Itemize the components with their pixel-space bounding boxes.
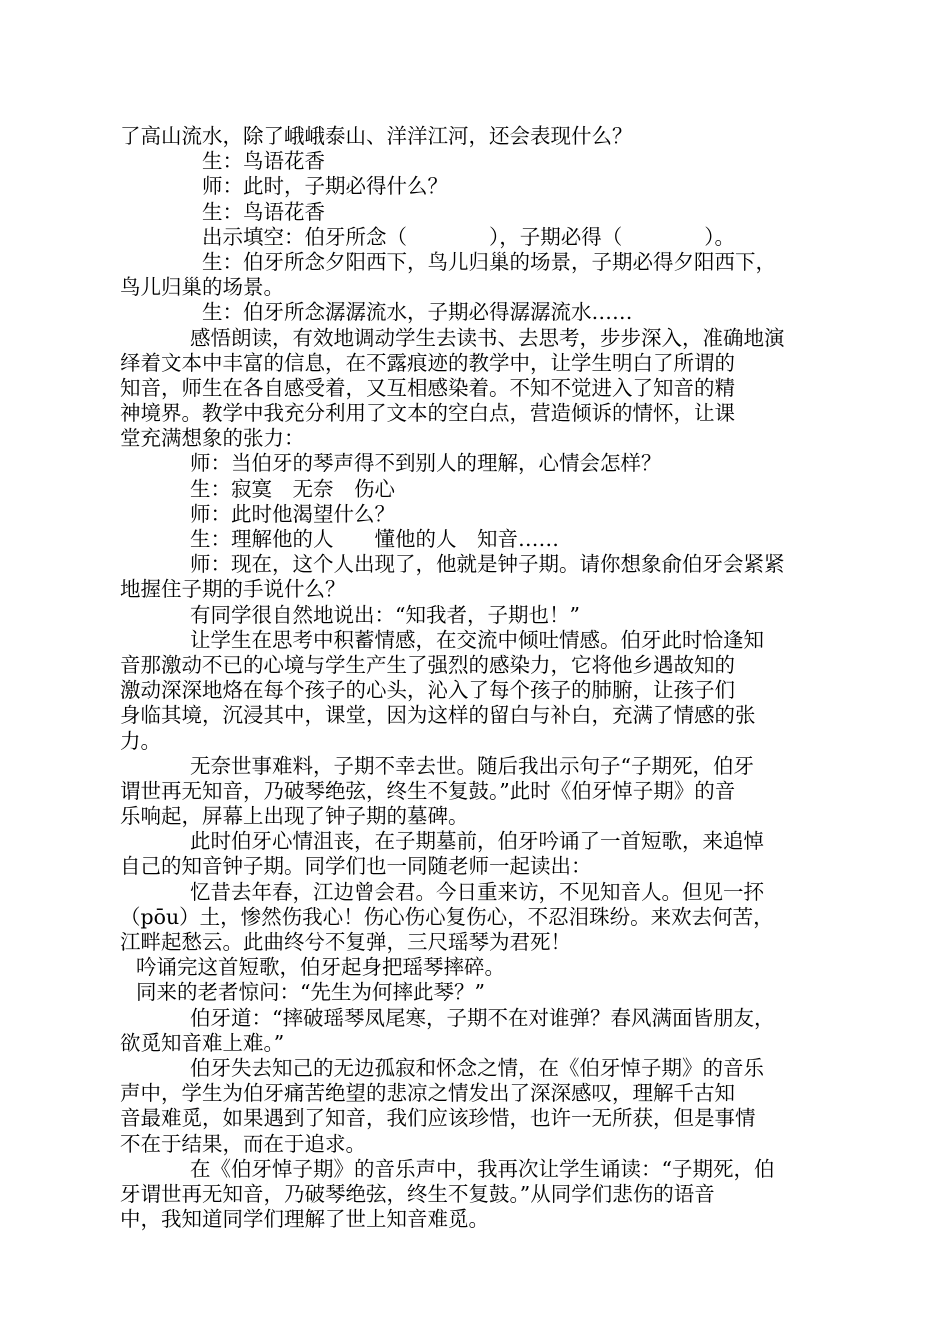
text-line: 同来的老者惊问：“先生为何摔此琴？” bbox=[136, 980, 485, 1005]
text-line: 中，我知道同学们理解了世上知音难觅。 bbox=[120, 1207, 489, 1232]
text-line: 音那激动不已的心境与学生产生了强烈的感染力，它将他乡遇故知的 bbox=[120, 652, 735, 677]
text-line: 音最难觅，如果遇到了知音，我们应该珍惜，也许一无所获，但是事情 bbox=[120, 1106, 756, 1131]
text-line: 自己的知音钟子期。同学们也一同随老师一起读出： bbox=[120, 854, 592, 879]
text-line: 绎着文本中丰富的信息，在不露痕迹的教学中，让学生明白了所谓的 bbox=[120, 350, 735, 375]
text-line: 身临其境，沉浸其中，课堂，因为这样的留白与补白，充满了情感的张 bbox=[120, 703, 756, 728]
text-line: 牙谓世再无知音，乃破琴绝弦，终生不复鼓。”从同学们悲伤的语音 bbox=[120, 1181, 715, 1206]
text-line: 欲觅知音难上难。” bbox=[120, 1030, 285, 1055]
text-line: 生：伯牙所念夕阳西下，鸟儿归巢的场景，子期必得夕阳西下， bbox=[202, 249, 776, 274]
text-line: 不在于结果，而在于追求。 bbox=[120, 1131, 366, 1156]
text-line: 让学生在思考中积蓄情感，在交流中倾吐情感。伯牙此时恰逢知 bbox=[190, 627, 764, 652]
text-line: 谓世再无知音，乃破琴绝弦，终生不复鼓。”此时《伯牙悼子期》的音 bbox=[120, 778, 736, 803]
text-line: 乐响起，屏幕上出现了钟子期的墓碑。 bbox=[120, 804, 469, 829]
text-line: 在《伯牙悼子期》的音乐声中，我再次让学生诵读：“子期死，伯 bbox=[190, 1156, 775, 1181]
text-line: 声中，学生为伯牙痛苦绝望的悲凉之情发出了深深感叹，理解千古知 bbox=[120, 1081, 735, 1106]
text-line: 师：此时他渴望什么？ bbox=[190, 501, 395, 526]
text-line: 伯牙道：“摔破瑶琴凤尾寒，子期不在对谁弹？春风满面皆朋友， bbox=[190, 1005, 775, 1030]
text-line: 生：寂寞 无奈 伤心 bbox=[190, 476, 395, 501]
document-body bbox=[120, 124, 814, 1232]
text-line: 师：此时，子期必得什么？ bbox=[202, 174, 448, 199]
text-line: 生：理解他的人 懂他的人 知音…… bbox=[190, 527, 559, 551]
text-line: 知音，师生在各自感受着，又互相感染着。不知不觉进入了知音的精 bbox=[120, 375, 735, 400]
text-line: （pōu）土，惨然伤我心！伤心伤心复伤心，不忍泪珠纷。来欢去何苦， bbox=[120, 904, 774, 929]
text-line: 生：伯牙所念潺潺流水，子期必得潺潺流水…… bbox=[202, 300, 633, 325]
text-line: 生：鸟语花香 bbox=[202, 199, 325, 224]
text-line: 地握住子期的手说什么？ bbox=[120, 577, 346, 602]
text-line: 出示填空：伯牙所念（ ），子期必得（ ）。 bbox=[202, 224, 735, 249]
text-line: 了高山流水，除了峨峨泰山、洋洋江河，还会表现什么？ bbox=[120, 124, 633, 148]
text-line: 感悟朗读，有效地调动学生去读书、去思考，步步深入，准确地演 bbox=[190, 325, 785, 350]
text-line: 伯牙失去知己的无边孤寂和怀念之情，在《伯牙悼子期》的音乐 bbox=[190, 1055, 764, 1080]
text-line: 江畔起愁云。此曲终兮不复弹，三尺瑶琴为君死！ bbox=[120, 930, 571, 954]
text-line: 无奈世事难料，子期不幸去世。随后我出示句子“子期死，伯牙 bbox=[190, 753, 754, 778]
text-line: 吟诵完这首短歌，伯牙起身把瑶琴摔碎。 bbox=[136, 955, 505, 980]
text-line: 力。 bbox=[120, 728, 161, 753]
text-line: 忆昔去年春，江边曾会君。今日重来访，不见知音人。但见一抔 bbox=[190, 879, 764, 904]
text-line: 此时伯牙心情沮丧，在子期墓前，伯牙吟诵了一首短歌，来追悼 bbox=[190, 829, 764, 854]
text-line: 生：鸟语花香 bbox=[202, 149, 325, 174]
text-line: 师：当伯牙的琴声得不到别人的理解，心情会怎样？ bbox=[190, 451, 662, 476]
text-line: 师：现在，这个人出现了，他就是钟子期。请你想象俞伯牙会紧紧 bbox=[190, 552, 785, 577]
text-line: 激动深深地烙在每个孩子的心头，沁入了每个孩子的肺腑，让孩子们 bbox=[120, 678, 735, 703]
text-line: 堂充满想象的张力： bbox=[120, 426, 305, 451]
text-line: 鸟儿归巢的场景。 bbox=[120, 275, 284, 300]
text-line: 有同学很自然地说出：“知我者，子期也！” bbox=[190, 602, 580, 627]
text-line: 神境界。教学中我充分利用了文本的空白点，营造倾诉的情怀，让课 bbox=[120, 401, 735, 426]
